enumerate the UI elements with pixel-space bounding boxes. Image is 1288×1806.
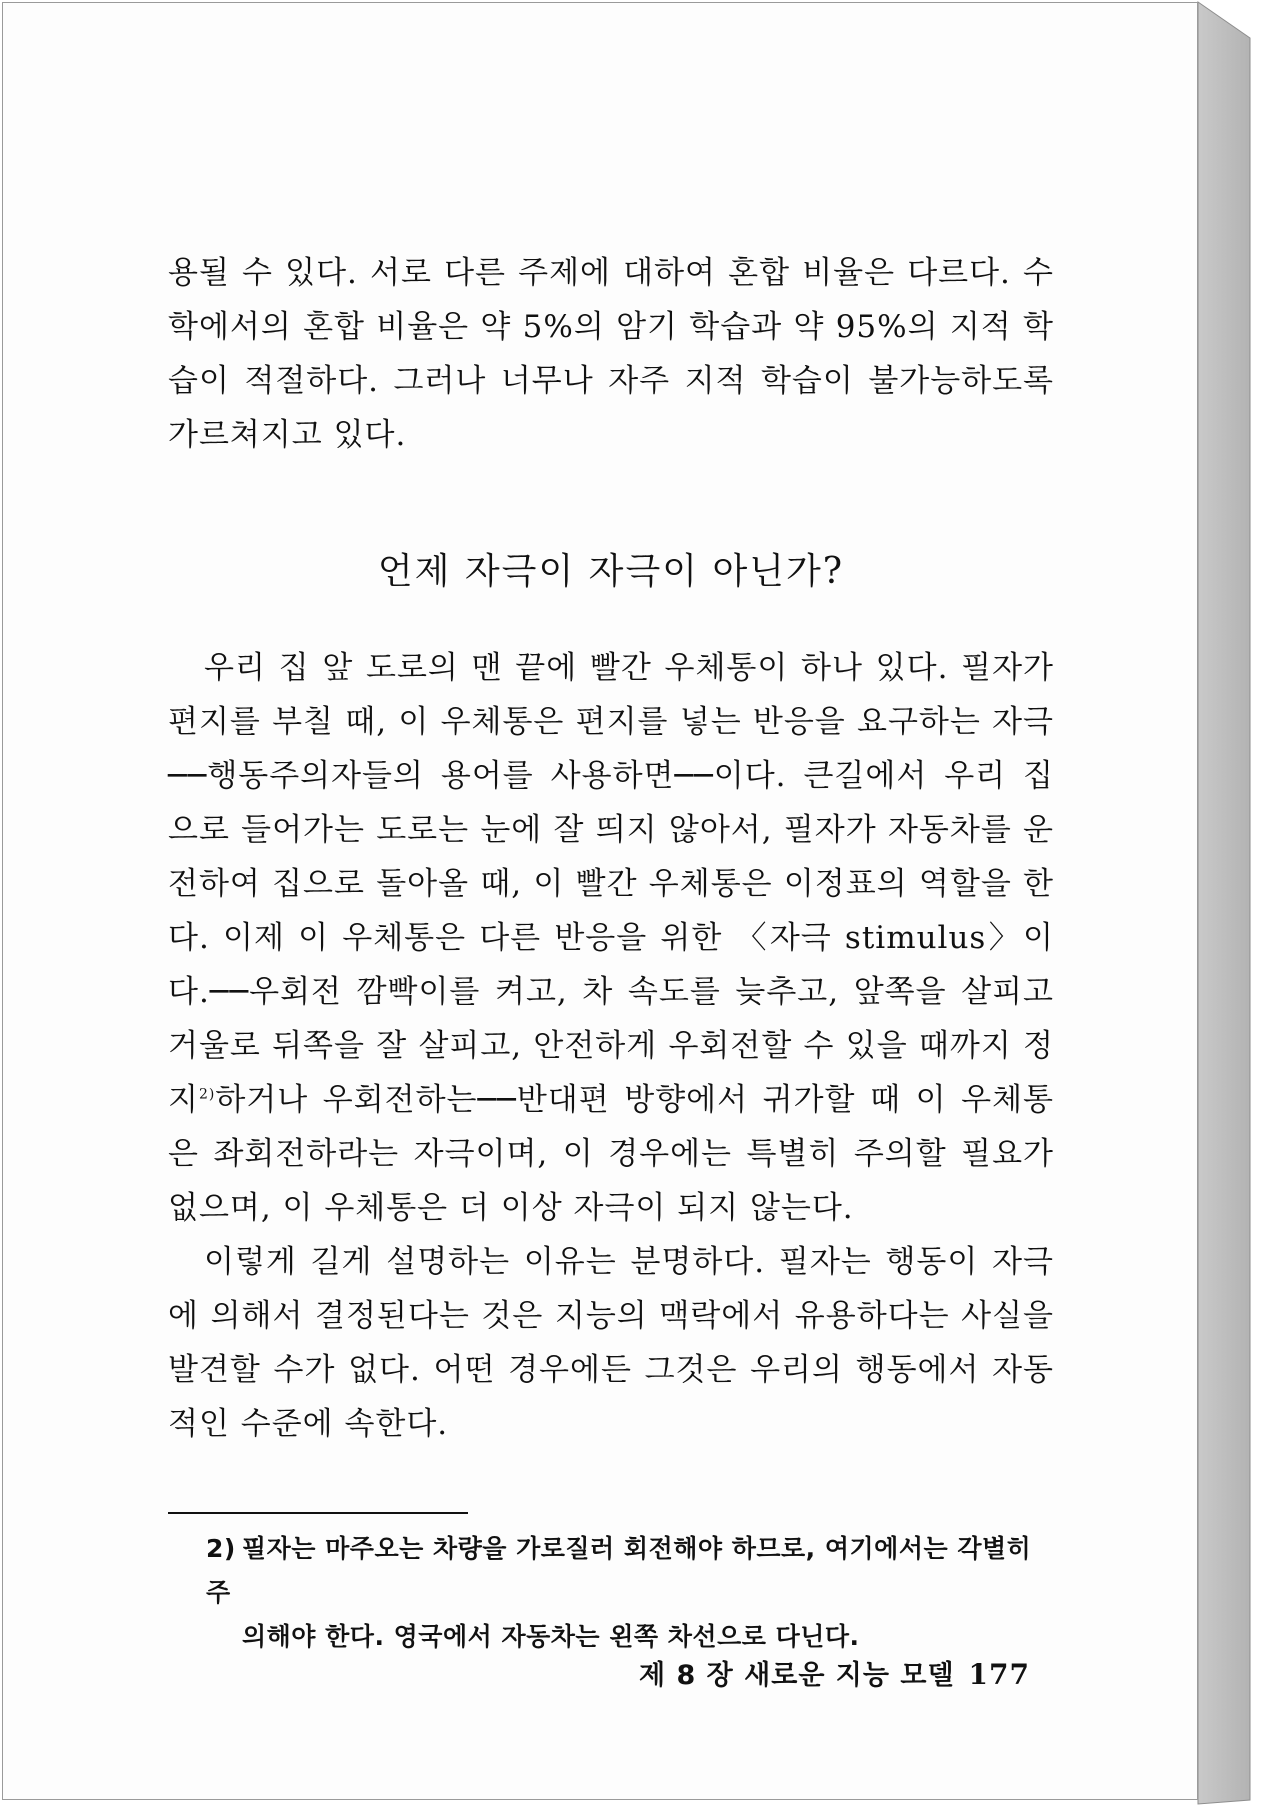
intro-paragraph <box>168 246 1054 462</box>
page-number: 177 <box>968 1658 1030 1691</box>
footnote <box>206 1527 1056 1659</box>
paragraph-1-part-b: 하거나 우회전하는──반대편 방향에서 귀가할 때 이 우체통은 좌회전하라는 자극이며, 이 경우에는 특별히 주의할 필요가 없으며, 이 우체통은 더 이상 자극이 되지 않는다. <box>168 1082 1054 1226</box>
body-paragraphs <box>168 641 1054 1451</box>
footnote-line-2: 의해야 한다. 영국에서 자동차는 왼쪽 차선으로 다닌다. <box>242 1622 860 1651</box>
footnote-divider <box>168 1512 468 1514</box>
chapter-title: 제 8 장 새로운 지능 모델 <box>639 1660 955 1691</box>
paragraph-1 <box>168 641 1054 1235</box>
paragraph-2: 이렇게 길게 설명하는 이유는 분명하다. 필자는 행동이 자극에 의해서 결정된다는 것은 지능의 맥락에서 유용하다는 사실을 발견할 수가 없다. 어떤 경우에든 그것은 우리의 행동에서 자동적인 수준에 속한다. <box>168 1244 1054 1442</box>
paragraph-1-part-a: 우리 집 앞 도로의 맨 끝에 빨간 우체통이 하나 있다. 필자가 편지를 부칠 때, 이 우체통은 편지를 넣는 반응을 요구하는 자극──행동주의자들의 용어를 사용하면──이다. 큰길에서 우리 집으로 들어가는 도로는 눈에 잘 띄지 않아서, 필자가 자동차를 운전하여 집으로 돌아올 때, 이 빨간 우체통은 이정표의 역할을 한다. 이제 이 우체통은 다른 반응을 위한 〈자극 stimulus〉이다.──우회전 깜빡이를 켜고, 차 속도를 늦추고, 앞쪽을 살피고 거울로 뒤쪽을 잘 살피고, 안전하게 우회전할 수 있을 때까지 정지 <box>168 650 1054 1118</box>
footnote-number: 2) <box>206 1534 236 1563</box>
running-footer <box>639 1653 1030 1692</box>
intro-text: 용될 수 있다. 서로 다른 주제에 대하여 혼합 비율은 다르다. 수학에서의 혼합 비율은 약 5%의 암기 학습과 약 95%의 지적 학습이 적절하다. 그러나 너무나 자주 지적 학습이 불가능하도록 가르쳐지고 있다. <box>168 255 1054 453</box>
section-title: 언제 자극이 자극이 아닌가? <box>377 551 845 592</box>
footnote-marker: 2) <box>198 1086 216 1103</box>
footnote-line-1: 필자는 마주오는 차량을 가로질러 회전해야 하므로, 여기에서는 각별히 주 <box>206 1534 1032 1607</box>
